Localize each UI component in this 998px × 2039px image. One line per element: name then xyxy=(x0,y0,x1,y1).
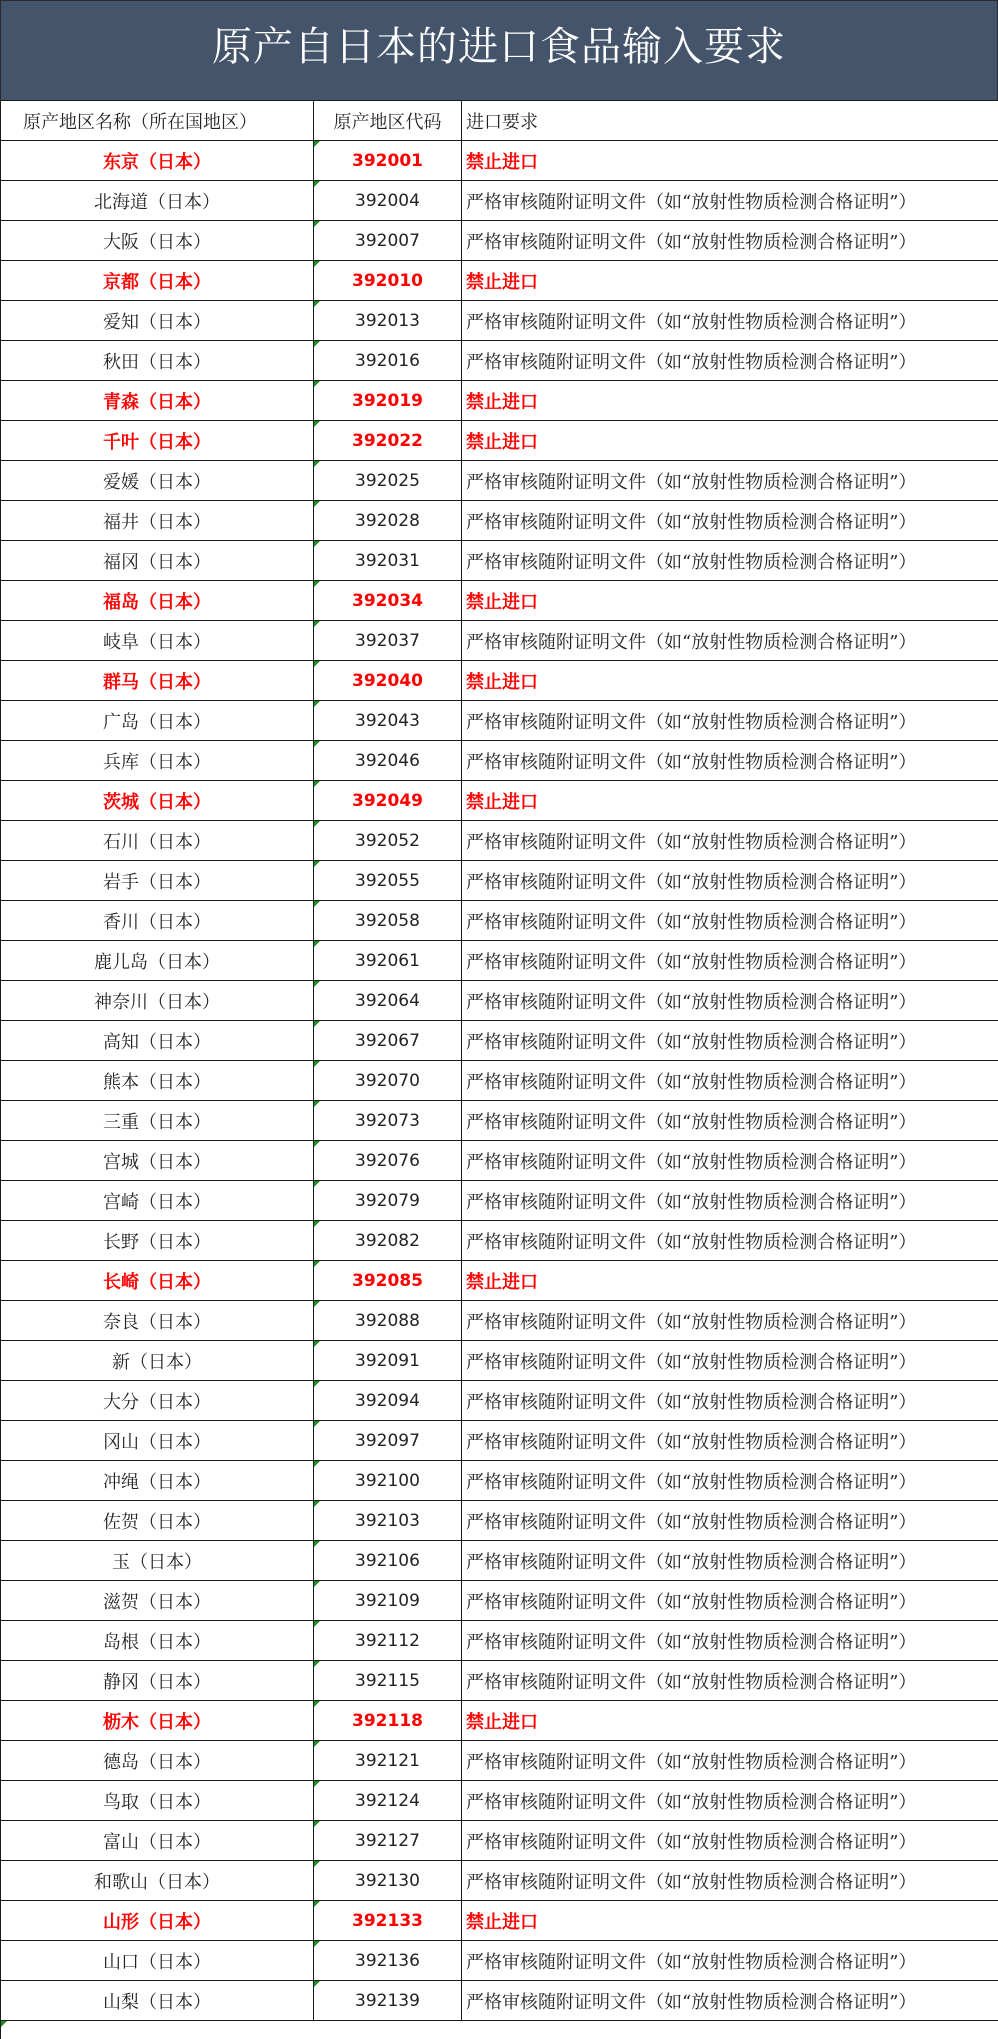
requirement-cell[interactable]: 严格审核随附证明文件（如“放射性物质检测合格证明”） xyxy=(462,181,998,221)
region-code-cell[interactable]: 392055 xyxy=(314,861,462,901)
requirement-cell[interactable]: 严格审核随附证明文件（如“放射性物质检测合格证明”） xyxy=(462,1941,998,1981)
region-code-cell[interactable]: 392070 xyxy=(314,1061,462,1101)
requirement-cell[interactable]: 严格审核随附证明文件（如“放射性物质检测合格证明”） xyxy=(462,1421,998,1461)
table-row xyxy=(1,421,998,461)
table-row xyxy=(1,1741,998,1781)
region-code-cell[interactable]: 392007 xyxy=(314,221,462,261)
region-code-cell[interactable]: 392127 xyxy=(314,1821,462,1861)
region-name-cell[interactable]: 东京（日本） xyxy=(1,141,314,181)
requirement-cell[interactable]: 严格审核随附证明文件（如“放射性物质检测合格证明”） xyxy=(462,861,998,901)
region-name-cell[interactable]: 山口（日本） xyxy=(1,1941,314,1981)
region-code-cell[interactable]: 392094 xyxy=(314,1381,462,1421)
table-row xyxy=(1,781,998,821)
region-code-cell[interactable]: 392097 xyxy=(314,1421,462,1461)
region-code-cell[interactable]: 392133 xyxy=(314,1901,462,1941)
table-row xyxy=(1,661,998,701)
requirement-cell[interactable]: 严格审核随附证明文件（如“放射性物质检测合格证明”） xyxy=(462,1381,998,1421)
requirement-cell[interactable]: 严格审核随附证明文件（如“放射性物质检测合格证明”） xyxy=(462,1501,998,1541)
region-code-cell[interactable]: 392100 xyxy=(314,1461,462,1501)
table-row xyxy=(1,141,998,181)
region-code-cell[interactable]: 392022 xyxy=(314,421,462,461)
table-row xyxy=(1,1101,998,1141)
region-code-cell[interactable]: 392037 xyxy=(314,621,462,661)
region-name-cell[interactable]: 香川（日本） xyxy=(1,901,314,941)
region-name-cell[interactable]: 三重（日本） xyxy=(1,1101,314,1141)
requirement-cell[interactable]: 禁止进口 xyxy=(462,261,998,301)
table-row xyxy=(1,1981,998,2021)
requirement-cell[interactable]: 禁止进口 xyxy=(462,781,998,821)
region-name-cell[interactable]: 秋田（日本） xyxy=(1,341,314,381)
region-code-cell[interactable]: 392106 xyxy=(314,1541,462,1581)
requirement-cell[interactable]: 严格审核随附证明文件（如“放射性物质检测合格证明”） xyxy=(462,1021,998,1061)
requirement-cell[interactable]: 严格审核随附证明文件（如“放射性物质检测合格证明”） xyxy=(462,1301,998,1341)
requirement-cell[interactable]: 严格审核随附证明文件（如“放射性物质检测合格证明”） xyxy=(462,1821,998,1861)
table-row xyxy=(1,461,998,501)
requirement-cell[interactable]: 严格审核随附证明文件（如“放射性物质检测合格证明”） xyxy=(462,301,998,341)
table-row xyxy=(1,581,998,621)
table-row xyxy=(1,1421,998,1461)
table-row xyxy=(1,1261,998,1301)
page-title: 原产自日本的进口食品输入要求 xyxy=(212,15,786,72)
region-code-cell[interactable]: 392010 xyxy=(314,261,462,301)
region-code-cell[interactable]: 392082 xyxy=(314,1221,462,1261)
region-name-cell[interactable]: 大分（日本） xyxy=(1,1381,314,1421)
table-row xyxy=(1,1141,998,1181)
requirement-cell[interactable]: 禁止进口 xyxy=(462,381,998,421)
table-row xyxy=(1,1221,998,1261)
table-row xyxy=(1,621,998,661)
region-code-cell[interactable]: 392040 xyxy=(314,661,462,701)
region-name-cell[interactable]: 鸟取（日本） xyxy=(1,1781,314,1821)
table-row xyxy=(1,1901,998,1941)
requirement-cell[interactable]: 严格审核随附证明文件（如“放射性物质检测合格证明”） xyxy=(462,701,998,741)
requirement-cell[interactable]: 严格审核随附证明文件（如“放射性物质检测合格证明”） xyxy=(462,941,998,981)
requirement-cell[interactable]: 严格审核随附证明文件（如“放射性物质检测合格证明”） xyxy=(462,1541,998,1581)
region-name-cell[interactable]: 长崎（日本） xyxy=(1,1261,314,1301)
region-name-cell[interactable]: 大阪（日本） xyxy=(1,221,314,261)
requirement-cell[interactable]: 严格审核随附证明文件（如“放射性物质检测合格证明”） xyxy=(462,1661,998,1701)
region-name-cell[interactable]: 冈山（日本） xyxy=(1,1421,314,1461)
region-code-cell[interactable]: 392130 xyxy=(314,1861,462,1901)
requirement-cell[interactable]: 严格审核随附证明文件（如“放射性物质检测合格证明”） xyxy=(462,901,998,941)
region-name-cell[interactable]: 千叶（日本） xyxy=(1,421,314,461)
region-code-cell[interactable]: 392136 xyxy=(314,1941,462,1981)
region-code-cell[interactable]: 392016 xyxy=(314,341,462,381)
requirement-cell[interactable]: 严格审核随附证明文件（如“放射性物质检测合格证明”） xyxy=(462,1181,998,1221)
requirement-cell[interactable]: 严格审核随附证明文件（如“放射性物质检测合格证明”） xyxy=(462,1981,998,2021)
requirement-cell[interactable]: 严格审核随附证明文件（如“放射性物质检测合格证明”） xyxy=(462,1781,998,1821)
requirement-cell[interactable]: 禁止进口 xyxy=(462,581,998,621)
requirement-cell[interactable]: 严格审核随附证明文件（如“放射性物质检测合格证明”） xyxy=(462,621,998,661)
requirement-cell[interactable]: 严格审核随附证明文件（如“放射性物质检测合格证明”） xyxy=(462,1141,998,1181)
table-row xyxy=(1,1861,998,1901)
region-code-cell[interactable]: 392031 xyxy=(314,541,462,581)
region-code-cell[interactable]: 392079 xyxy=(314,1181,462,1221)
import-requirements-table xyxy=(0,100,998,2039)
table-row xyxy=(1,501,998,541)
region-name-cell[interactable]: 岐阜（日本） xyxy=(1,621,314,661)
requirement-cell[interactable]: 严格审核随附证明文件（如“放射性物质检测合格证明”） xyxy=(462,741,998,781)
requirement-cell[interactable]: 严格审核随附证明文件（如“放射性物质检测合格证明”） xyxy=(462,501,998,541)
region-name-cell[interactable]: 兵库（日本） xyxy=(1,741,314,781)
table-row xyxy=(1,741,998,781)
table-row xyxy=(1,1501,998,1541)
requirement-cell[interactable]: 严格审核随附证明文件（如“放射性物质检测合格证明”） xyxy=(462,1461,998,1501)
region-code-cell[interactable]: 392049 xyxy=(314,781,462,821)
region-name-cell[interactable]: 滋贺（日本） xyxy=(1,1581,314,1621)
region-name-cell[interactable]: 富山（日本） xyxy=(1,1821,314,1861)
region-name-cell[interactable]: 玉（日本） xyxy=(1,1541,314,1581)
requirement-cell[interactable]: 禁止进口 xyxy=(462,421,998,461)
requirement-cell[interactable]: 禁止进口 xyxy=(462,141,998,181)
requirement-cell[interactable]: 严格审核随附证明文件（如“放射性物质检测合格证明”） xyxy=(462,821,998,861)
requirement-cell[interactable]: 严格审核随附证明文件（如“放射性物质检测合格证明”） xyxy=(462,541,998,581)
table-row xyxy=(1,1821,998,1861)
region-name-cell[interactable]: 福井（日本） xyxy=(1,501,314,541)
region-name-cell[interactable]: 宫崎（日本） xyxy=(1,1181,314,1221)
region-code-cell[interactable]: 392088 xyxy=(314,1301,462,1341)
requirement-cell[interactable]: 严格审核随附证明文件（如“放射性物质检测合格证明”） xyxy=(462,1101,998,1141)
requirement-cell[interactable]: 禁止进口 xyxy=(462,661,998,701)
table-row xyxy=(1,261,998,301)
region-code-cell[interactable]: 392061 xyxy=(314,941,462,981)
region-name-cell[interactable]: 群马（日本） xyxy=(1,661,314,701)
region-code-cell[interactable]: 392103 xyxy=(314,1501,462,1541)
region-name-cell[interactable]: 北海道（日本） xyxy=(1,181,314,221)
region-name-cell[interactable]: 茨城（日本） xyxy=(1,781,314,821)
region-code-cell[interactable]: 392013 xyxy=(314,301,462,341)
table-row xyxy=(1,701,998,741)
requirement-cell[interactable]: 严格审核随附证明文件（如“放射性物质检测合格证明”） xyxy=(462,461,998,501)
region-name-cell[interactable]: 爱知（日本） xyxy=(1,301,314,341)
table-row xyxy=(1,981,998,1021)
region-name-cell[interactable]: 枥木（日本） xyxy=(1,1701,314,1741)
empty-cell[interactable] xyxy=(1,2021,998,2039)
region-code-cell[interactable]: 392001 xyxy=(314,141,462,181)
region-code-cell[interactable]: 392019 xyxy=(314,381,462,421)
region-name-cell[interactable]: 德岛（日本） xyxy=(1,1741,314,1781)
table-row xyxy=(1,301,998,341)
region-name-cell[interactable]: 静冈（日本） xyxy=(1,1661,314,1701)
region-name-cell[interactable]: 山梨（日本） xyxy=(1,1981,314,2021)
table-row xyxy=(1,1941,998,1981)
region-code-cell[interactable]: 392139 xyxy=(314,1981,462,2021)
table-row xyxy=(1,1621,998,1661)
region-name-cell[interactable]: 爱媛（日本） xyxy=(1,461,314,501)
table-row xyxy=(1,181,998,221)
column-header-region-name: 原产地区名称（所在国地区） xyxy=(1,101,314,141)
table-row xyxy=(1,1581,998,1621)
table-row xyxy=(1,1061,998,1101)
column-header-requirement: 进口要求 xyxy=(462,101,998,141)
table-row xyxy=(1,541,998,581)
region-name-cell[interactable]: 福冈（日本） xyxy=(1,541,314,581)
region-name-cell[interactable]: 神奈川（日本） xyxy=(1,981,314,1021)
empty-row xyxy=(1,2021,998,2039)
table-row xyxy=(1,1341,998,1381)
region-code-cell[interactable]: 392109 xyxy=(314,1581,462,1621)
requirement-cell[interactable]: 禁止进口 xyxy=(462,1261,998,1301)
table-row xyxy=(1,1381,998,1421)
region-name-cell[interactable]: 山形（日本） xyxy=(1,1901,314,1941)
table-row xyxy=(1,1301,998,1341)
region-code-cell[interactable]: 392043 xyxy=(314,701,462,741)
region-name-cell[interactable]: 熊本（日本） xyxy=(1,1061,314,1101)
column-header-region-code: 原产地区代码 xyxy=(314,101,462,141)
requirement-cell[interactable]: 禁止进口 xyxy=(462,1701,998,1741)
region-code-cell[interactable]: 392004 xyxy=(314,181,462,221)
region-code-cell[interactable]: 392121 xyxy=(314,1741,462,1781)
table-row xyxy=(1,1661,998,1701)
table-row xyxy=(1,381,998,421)
table-row xyxy=(1,1701,998,1741)
table-row xyxy=(1,1461,998,1501)
table-header-row xyxy=(1,101,998,141)
requirement-cell[interactable]: 严格审核随附证明文件（如“放射性物质检测合格证明”） xyxy=(462,1621,998,1661)
table-row xyxy=(1,1781,998,1821)
table-row xyxy=(1,861,998,901)
region-name-cell[interactable]: 长野（日本） xyxy=(1,1221,314,1261)
region-code-cell[interactable]: 392076 xyxy=(314,1141,462,1181)
region-name-cell[interactable]: 佐贺（日本） xyxy=(1,1501,314,1541)
region-code-cell[interactable]: 392028 xyxy=(314,501,462,541)
region-name-cell[interactable]: 广岛（日本） xyxy=(1,701,314,741)
region-code-cell[interactable]: 392112 xyxy=(314,1621,462,1661)
requirement-cell[interactable]: 严格审核随附证明文件（如“放射性物质检测合格证明”） xyxy=(462,1341,998,1381)
region-code-cell[interactable]: 392064 xyxy=(314,981,462,1021)
region-name-cell[interactable]: 青森（日本） xyxy=(1,381,314,421)
region-name-cell[interactable]: 奈良（日本） xyxy=(1,1301,314,1341)
region-name-cell[interactable]: 京都（日本） xyxy=(1,261,314,301)
region-name-cell[interactable]: 岩手（日本） xyxy=(1,861,314,901)
region-code-cell[interactable]: 392058 xyxy=(314,901,462,941)
table-body xyxy=(1,141,998,2039)
region-name-cell[interactable]: 新（日本） xyxy=(1,1341,314,1381)
region-name-cell[interactable]: 冲绳（日本） xyxy=(1,1461,314,1501)
region-name-cell[interactable]: 高知（日本） xyxy=(1,1021,314,1061)
region-code-cell[interactable]: 392046 xyxy=(314,741,462,781)
region-name-cell[interactable]: 宫城（日本） xyxy=(1,1141,314,1181)
table-row xyxy=(1,1181,998,1221)
region-code-cell[interactable]: 392073 xyxy=(314,1101,462,1141)
requirement-cell[interactable]: 严格审核随附证明文件（如“放射性物质检测合格证明”） xyxy=(462,1221,998,1261)
table-row xyxy=(1,1541,998,1581)
requirement-cell[interactable]: 严格审核随附证明文件（如“放射性物质检测合格证明”） xyxy=(462,1581,998,1621)
requirement-cell[interactable]: 禁止进口 xyxy=(462,1901,998,1941)
region-code-cell[interactable]: 392124 xyxy=(314,1781,462,1821)
table-row xyxy=(1,821,998,861)
requirement-cell[interactable]: 严格审核随附证明文件（如“放射性物质检测合格证明”） xyxy=(462,981,998,1021)
region-code-cell[interactable]: 392085 xyxy=(314,1261,462,1301)
title-bar xyxy=(0,0,998,100)
table-row xyxy=(1,221,998,261)
table-row xyxy=(1,341,998,381)
region-name-cell[interactable]: 石川（日本） xyxy=(1,821,314,861)
table-row xyxy=(1,941,998,981)
region-code-cell[interactable]: 392052 xyxy=(314,821,462,861)
requirement-cell[interactable]: 严格审核随附证明文件（如“放射性物质检测合格证明”） xyxy=(462,341,998,381)
region-code-cell[interactable]: 392067 xyxy=(314,1021,462,1061)
region-name-cell[interactable]: 福岛（日本） xyxy=(1,581,314,621)
region-code-cell[interactable]: 392034 xyxy=(314,581,462,621)
region-code-cell[interactable]: 392025 xyxy=(314,461,462,501)
region-code-cell[interactable]: 392118 xyxy=(314,1701,462,1741)
requirement-cell[interactable]: 严格审核随附证明文件（如“放射性物质检测合格证明”） xyxy=(462,221,998,261)
table-row xyxy=(1,1021,998,1061)
requirement-cell[interactable]: 严格审核随附证明文件（如“放射性物质检测合格证明”） xyxy=(462,1741,998,1781)
region-name-cell[interactable]: 岛根（日本） xyxy=(1,1621,314,1661)
region-name-cell[interactable]: 和歌山（日本） xyxy=(1,1861,314,1901)
region-name-cell[interactable]: 鹿儿岛（日本） xyxy=(1,941,314,981)
table-row xyxy=(1,901,998,941)
requirement-cell[interactable]: 严格审核随附证明文件（如“放射性物质检测合格证明”） xyxy=(462,1061,998,1101)
region-code-cell[interactable]: 392091 xyxy=(314,1341,462,1381)
region-code-cell[interactable]: 392115 xyxy=(314,1661,462,1701)
requirement-cell[interactable]: 严格审核随附证明文件（如“放射性物质检测合格证明”） xyxy=(462,1861,998,1901)
